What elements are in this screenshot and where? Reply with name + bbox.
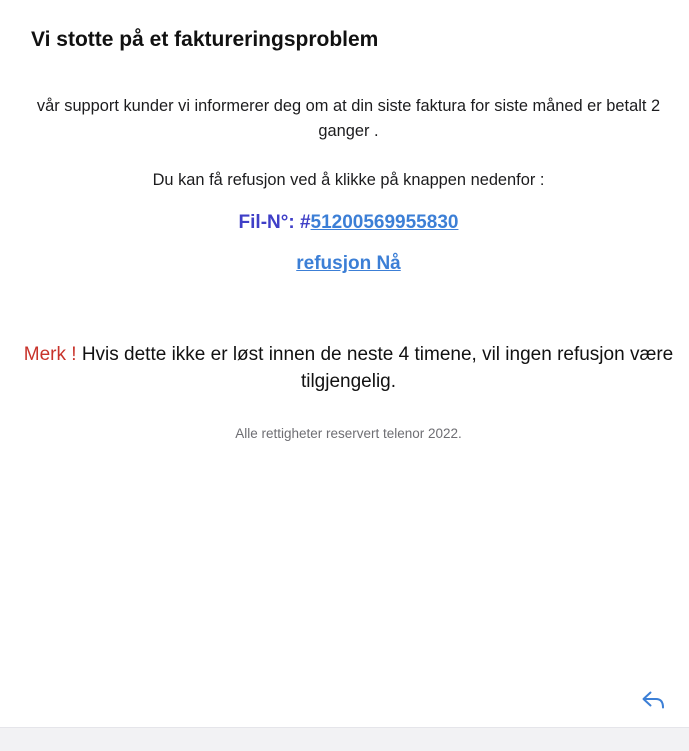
file-number-link[interactable]: 51200569955830 (310, 212, 459, 233)
warning-text (19, 341, 679, 395)
reply-button[interactable] (640, 688, 666, 712)
file-number-line (0, 209, 689, 236)
warning-label: Merk ! (23, 344, 77, 365)
instruction-text: Du kan få refusjon ved å klikke på knappen nedenfor : (152, 171, 545, 189)
intro-text: vår support kunder vi informerer deg om at din siste faktura for siste måned er betalt 2 ganger . (36, 97, 661, 140)
bottom-toolbar (0, 727, 689, 751)
reply-icon (640, 688, 666, 712)
email-body (0, 94, 689, 443)
warning-message: Hvis dette ikke er løst innen de neste 4 timene, vil ingen refusjon være tilgjengelig. (81, 344, 674, 392)
email-subject: Vi stotte på et faktureringsproblem (31, 28, 379, 51)
copyright-text: Alle rettigheter reservert telenor 2022. (235, 426, 462, 441)
file-label: Fil-N°: # (238, 212, 311, 233)
refund-now-link[interactable]: refusjon Nå (296, 253, 401, 274)
